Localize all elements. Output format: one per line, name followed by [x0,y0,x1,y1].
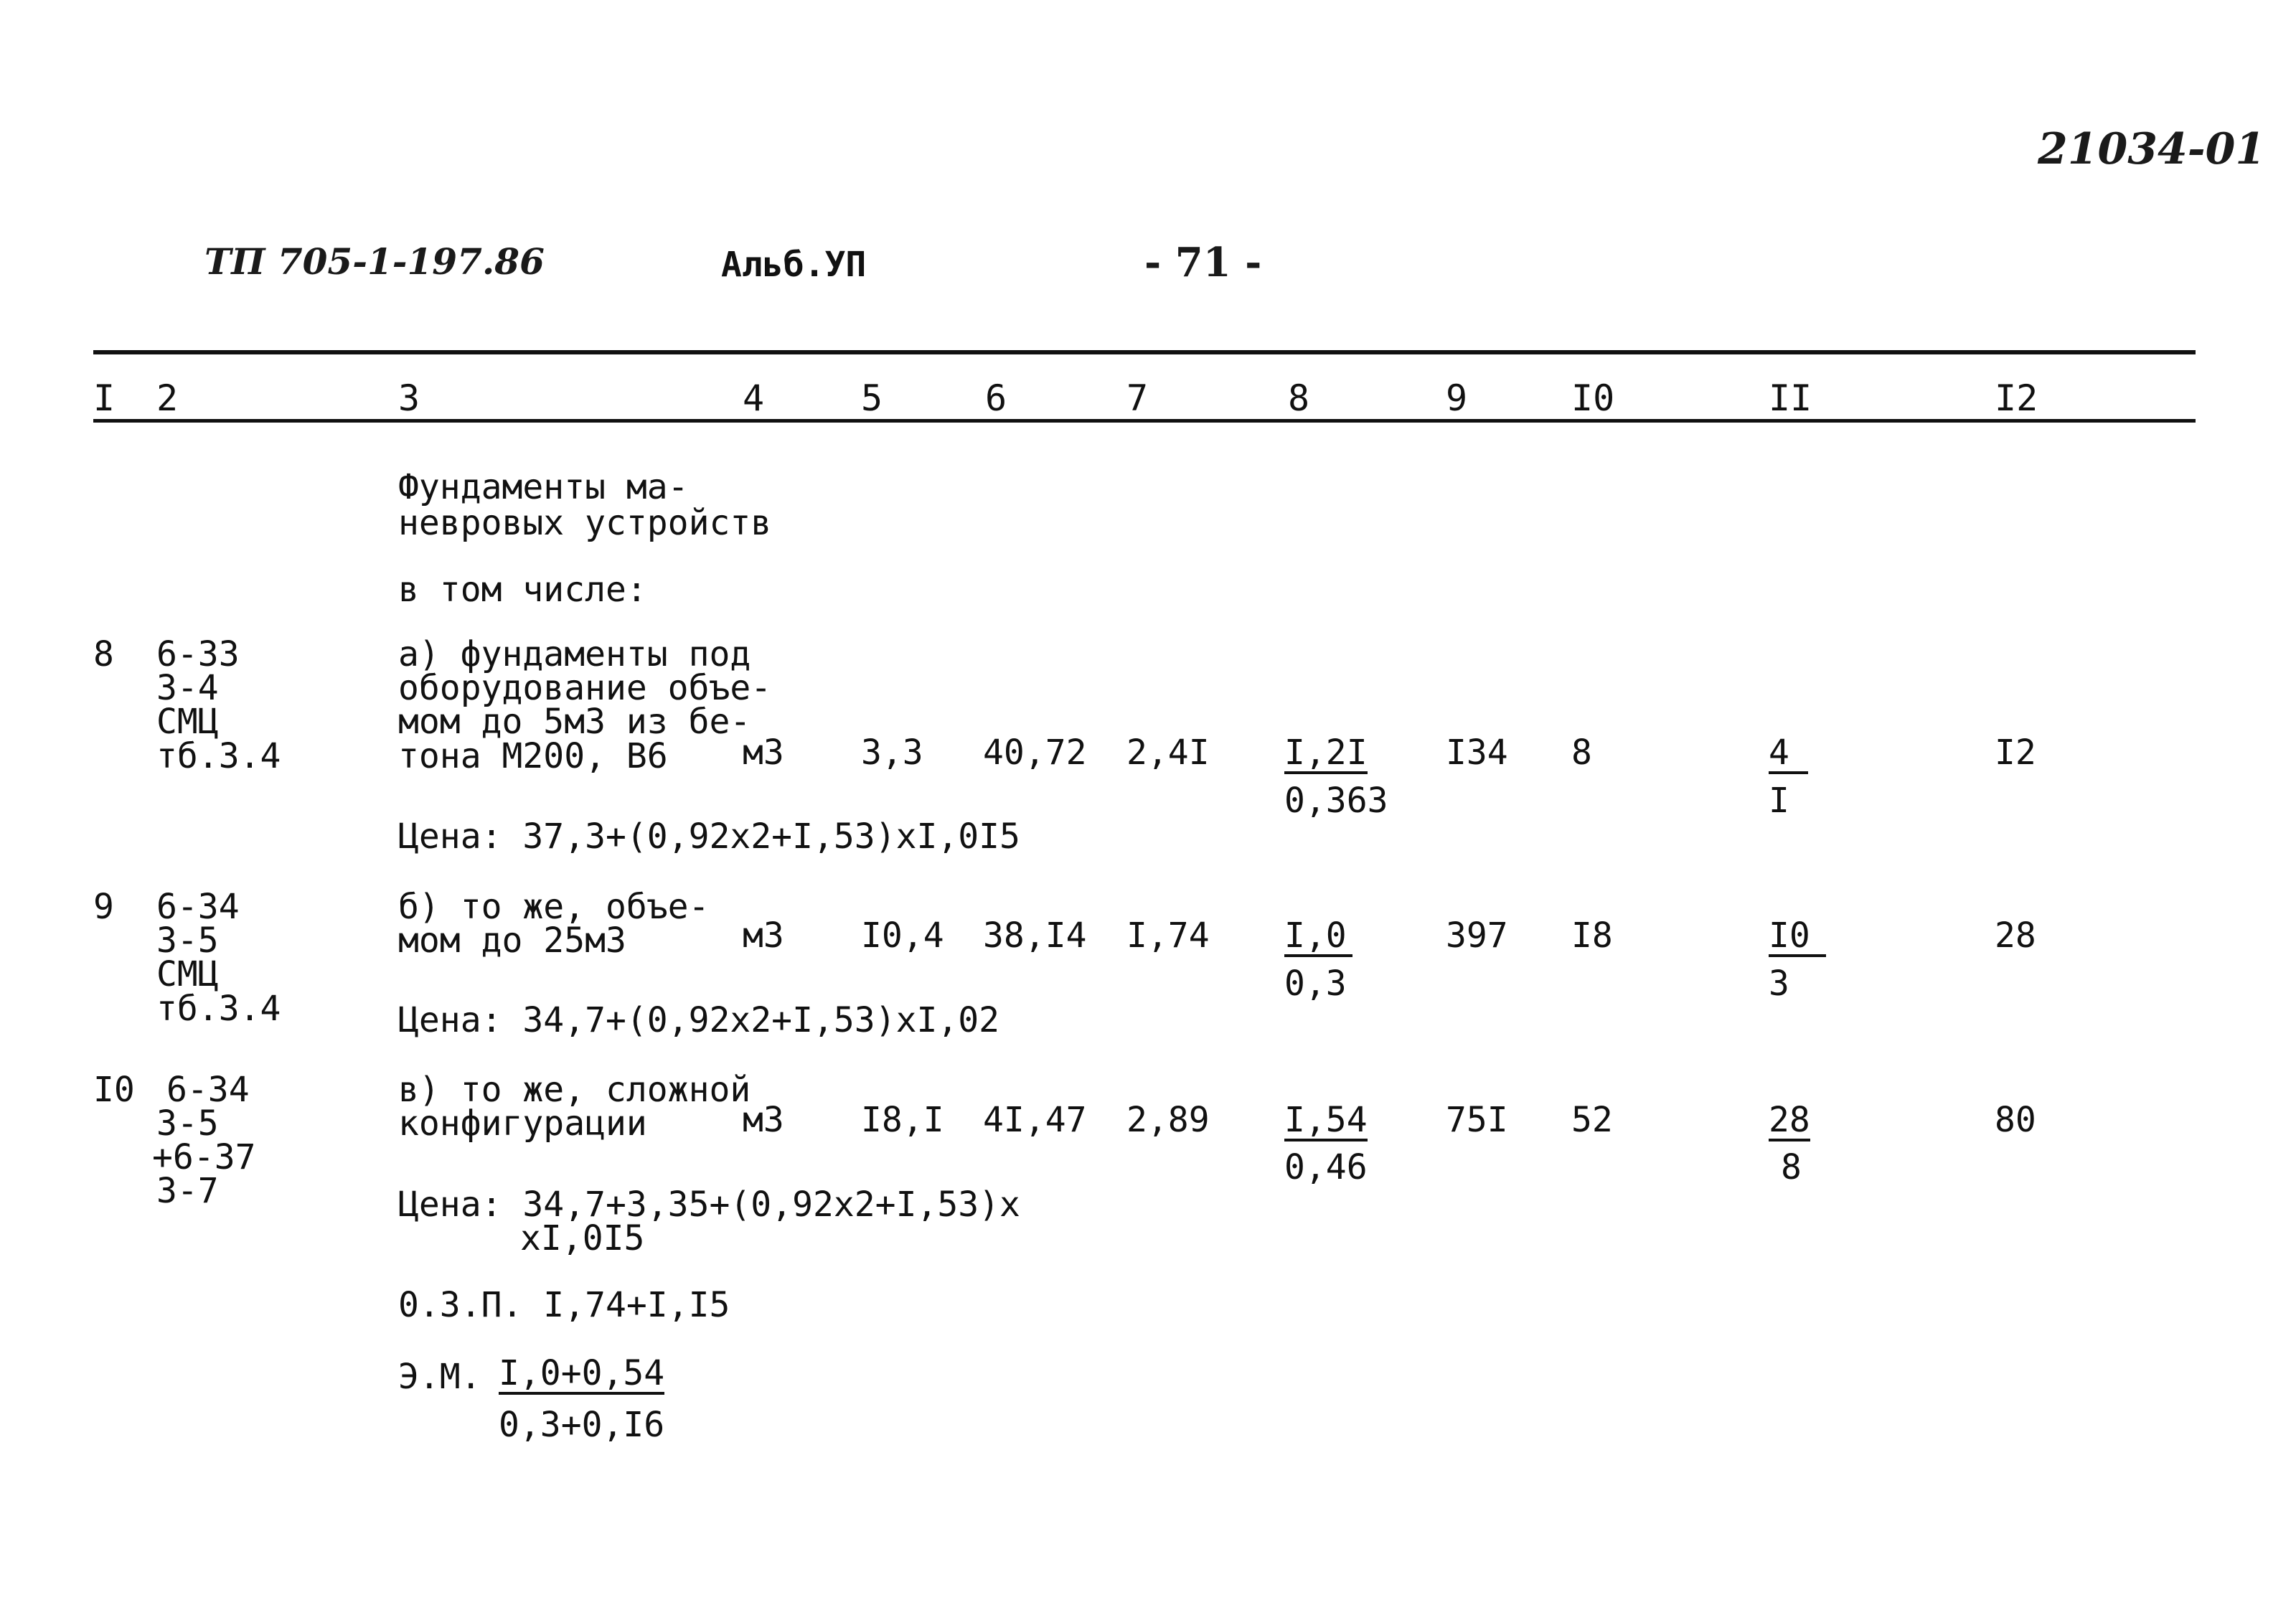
table-header-rule [93,419,2196,423]
norm-code-line: 3-4 [156,668,219,708]
col10-cell: 8 [1571,733,1592,773]
document-code: ТП 705-1-197.86 [204,240,545,283]
price-formula: Цена: 34,7+3,35+(0,92х2+I,53)х [398,1185,1020,1225]
price-formula: Цена: 37,3+(0,92х2+I,53)хI,0I5 [398,816,1020,857]
col10-cell: 52 [1571,1100,1613,1140]
description-line: мом до 5м3 из бе- [398,702,751,742]
norm-code-line: 3-7 [156,1171,219,1211]
col-header-3: 3 [398,377,420,419]
section-title-line-1: Фундаменты ма- [398,467,689,507]
em-label: Э.М. [398,1357,481,1397]
col-header-4: 4 [743,377,765,419]
col9-cell: 75I [1446,1100,1508,1140]
col11-numerator: 4 [1769,735,1808,774]
col-header-2: 2 [156,377,179,419]
col-header-8: 8 [1288,377,1310,419]
col-header-9: 9 [1446,377,1468,419]
norm-code-line: СМЦ [156,954,219,994]
unit-cell: м3 [743,1100,784,1140]
unit-cost-cell: 4I,47 [983,1100,1087,1140]
norm-code-line: 6-34 [156,887,240,927]
em-denominator: 0,3+0,I6 [499,1405,665,1445]
row-number: 8 [93,634,114,674]
col8-denominator: 0,46 [1284,1147,1368,1187]
col12-cell: I2 [1995,733,2036,773]
norm-code-line: 3-5 [156,1103,219,1144]
col7-cell: 2,4I [1126,733,1210,773]
description-line: б) то же, объе- [398,887,710,927]
norm-code-line: 6-33 [156,634,240,674]
norm-code-line: тб.3.4 [156,736,281,776]
quantity-cell: 3,3 [861,733,923,773]
col11-denominator: 3 [1769,964,1789,1004]
norm-code-line: тб.3.4 [156,989,281,1029]
album-label: Альб.УП [721,245,867,285]
row-number: 9 [93,887,114,927]
col7-cell: 2,89 [1126,1100,1210,1140]
col7-cell: I,74 [1126,915,1210,956]
col11-numerator: 28 [1769,1100,1810,1140]
description-line: в) то же, сложной [398,1070,751,1110]
row-number: I0 [93,1070,135,1110]
archive-stamp: 21034-01 [2038,124,2266,174]
col-header-11: II [1769,377,1812,419]
em-numerator: I,0+0,54 [499,1353,665,1393]
col-header-1: I [93,377,116,419]
col12-cell: 80 [1995,1100,2036,1140]
col9-cell: 397 [1446,915,1508,956]
col-header-12: I2 [1995,377,2038,419]
unit-cell: м3 [743,915,784,956]
col9-cell: I34 [1446,733,1508,773]
col11-numerator: I0 [1769,918,1826,957]
page-number: - 71 - [1144,239,1262,286]
norm-code-line: СМЦ [156,702,219,742]
ozp-formula: 0.З.П. I,74+I,I5 [398,1285,730,1325]
col12-cell: 28 [1995,915,2036,956]
col10-cell: I8 [1571,915,1613,956]
section-subtitle: в том числе: [398,570,647,610]
col8-numerator: I,54 [1284,1100,1368,1140]
price-formula-continuation: хI,0I5 [520,1218,645,1258]
quantity-cell: I0,4 [861,915,944,956]
col8-denominator: 0,3 [1284,964,1347,1004]
col8-numerator: I,0 [1284,918,1352,957]
col-header-10: I0 [1571,377,1615,419]
price-formula: Цена: 34,7+(0,92х2+I,53)хI,02 [398,1000,1000,1040]
col11-denominator: 8 [1781,1147,1802,1187]
unit-cost-cell: 40,72 [983,733,1087,773]
unit-cost-cell: 38,I4 [983,915,1087,956]
description-line: оборудование объе- [398,668,772,708]
quantity-cell: I8,I [861,1100,944,1140]
description-line: а) фундаменты под [398,634,751,674]
norm-code-line: 3-5 [156,921,219,961]
col-header-7: 7 [1126,377,1149,419]
col8-denominator: 0,363 [1284,781,1388,821]
description-line: тона М200, В6 [398,736,668,776]
table-top-rule [93,350,2196,354]
norm-code-line: 6-34 [166,1070,250,1110]
description-line: мом до 25м3 [398,921,626,961]
col-header-5: 5 [861,377,883,419]
section-title-line-2: невровых устройств [398,503,772,543]
col8-numerator: I,2I [1284,733,1368,773]
norm-code-line: +6-37 [152,1137,256,1177]
unit-cell: м3 [743,733,784,773]
col11-denominator: I [1769,781,1789,821]
description-line: конфигурации [398,1103,647,1144]
col-header-6: 6 [985,377,1007,419]
